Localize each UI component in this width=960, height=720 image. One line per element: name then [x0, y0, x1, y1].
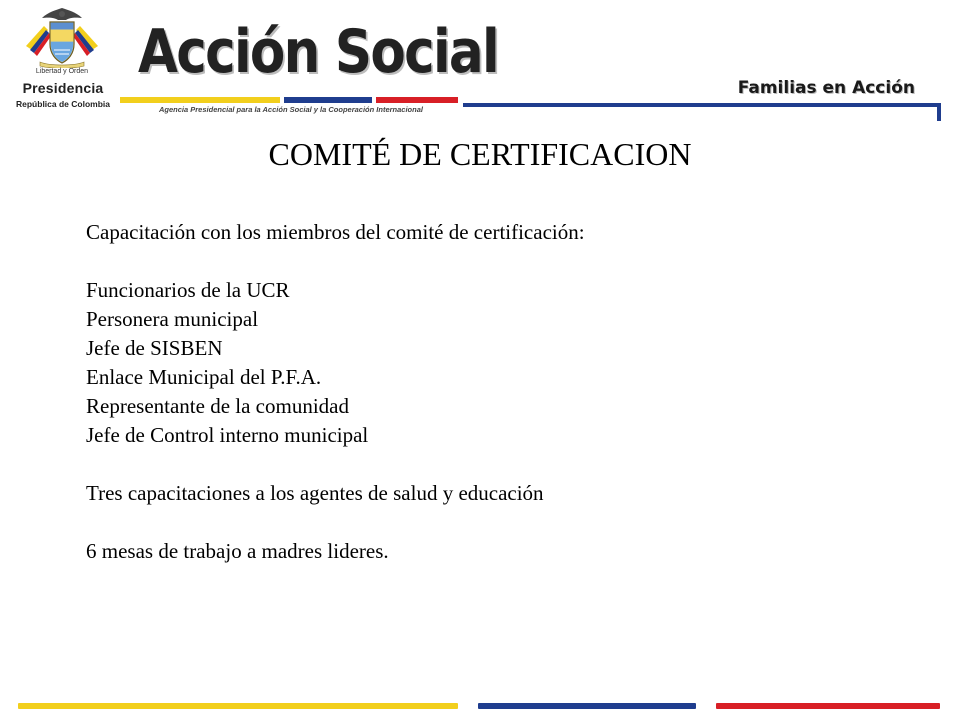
spacer — [86, 450, 906, 479]
crest-motto: Libertad y Orden — [35, 68, 89, 75]
logo-bar-red — [376, 97, 458, 103]
footer-bar-red — [716, 703, 940, 709]
republica-label: República de Colombia — [16, 99, 110, 109]
work-tables-text: 6 mesas de trabajo a madres lideres. — [86, 539, 389, 563]
footer-bar-yellow — [18, 703, 458, 709]
training-text: Tres capacitaciones a los agentes de salud y educación — [86, 481, 544, 505]
spacer — [86, 247, 906, 276]
member-item: Personera municipal — [86, 307, 259, 331]
member-item: Enlace Municipal del P.F.A. — [86, 365, 322, 389]
header-rule — [463, 103, 941, 107]
slide-title: COMITÉ DE CERTIFICACION — [268, 136, 692, 172]
agency-subtitle: Agencia Presidencial para la Acción Social y la Cooperación Internacional — [159, 105, 423, 114]
slide-content — [86, 218, 906, 566]
member-item: Jefe de Control interno municipal — [86, 423, 369, 447]
footer-bar-blue — [478, 703, 696, 709]
presidencia-label: Presidencia — [22, 80, 104, 96]
logo-bar-yellow — [120, 97, 280, 103]
intro-text: Capacitación con los miembros del comité de certificación: — [86, 220, 585, 244]
member-item: Representante de la comunidad — [86, 394, 349, 418]
accion-social-logo: Acción Social — [138, 17, 498, 87]
logo-bar-blue — [284, 97, 372, 103]
program-name: Familias en Acción — [737, 78, 915, 98]
colombia-crest-icon — [22, 6, 102, 68]
member-item: Jefe de SISBEN — [86, 336, 223, 360]
member-item: Funcionarios de la UCR — [86, 278, 290, 302]
header-rule-cap — [937, 103, 941, 121]
spacer — [86, 508, 906, 537]
